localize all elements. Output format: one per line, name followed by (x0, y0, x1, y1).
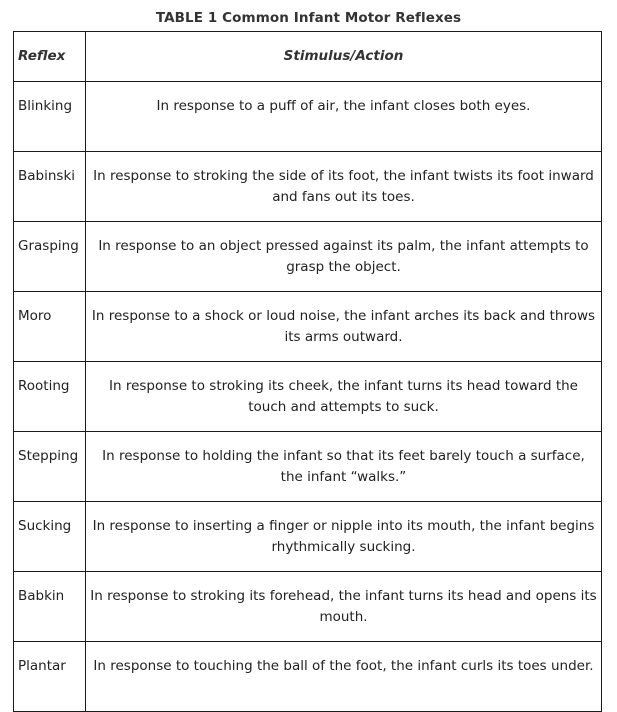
stimulus-action-cell: In response to stroking its forehead, the infant turns its head and opens its mouth. (86, 572, 602, 642)
reflex-name-cell: Babinski (14, 152, 86, 222)
stimulus-action-cell: In response to an object pressed against its palm, the infant attempts to grasp the object. (86, 222, 602, 292)
table-row (14, 502, 602, 572)
reflex-name-cell: Plantar (14, 642, 86, 712)
stimulus-action-cell: In response to a shock or loud noise, the infant arches its back and throws its arms outward. (86, 292, 602, 362)
table-row (14, 432, 602, 502)
table-row (14, 222, 602, 292)
stimulus-action-cell: In response to a puff of air, the infant closes both eyes. (86, 82, 602, 152)
table-row (14, 152, 602, 222)
table-caption: TABLE 1 Common Infant Motor Reflexes (155, 10, 462, 26)
table-row (14, 82, 602, 152)
table-header-row (14, 32, 602, 82)
reflex-name-cell: Grasping (14, 222, 86, 292)
header-reflex: Reflex (14, 32, 86, 82)
stimulus-action-cell: In response to touching the ball of the foot, the infant curls its toes under. (86, 642, 602, 712)
reflex-name-cell: Sucking (14, 502, 86, 572)
table-row (14, 292, 602, 362)
table-row (14, 362, 602, 432)
reflex-name-cell: Rooting (14, 362, 86, 432)
stimulus-action-cell: In response to holding the infant so that its feet barely touch a surface, the infant “walks.” (86, 432, 602, 502)
stimulus-action-cell: In response to inserting a finger or nipple into its mouth, the infant begins rhythmically sucking. (86, 502, 602, 572)
stimulus-action-cell: In response to stroking the side of its foot, the infant twists its foot inward and fans out its toes. (86, 152, 602, 222)
reflex-name-cell: Stepping (14, 432, 86, 502)
reflex-name-cell: Babkin (14, 572, 86, 642)
reflex-name-cell: Blinking (14, 82, 86, 152)
stimulus-action-cell: In response to stroking its cheek, the infant turns its head toward the touch and attempts to suck. (86, 362, 602, 432)
reflex-name-cell: Moro (14, 292, 86, 362)
table-row (14, 572, 602, 642)
header-stimulus-action: Stimulus/Action (86, 32, 602, 82)
reflex-table (13, 31, 602, 712)
table-row (14, 642, 602, 712)
